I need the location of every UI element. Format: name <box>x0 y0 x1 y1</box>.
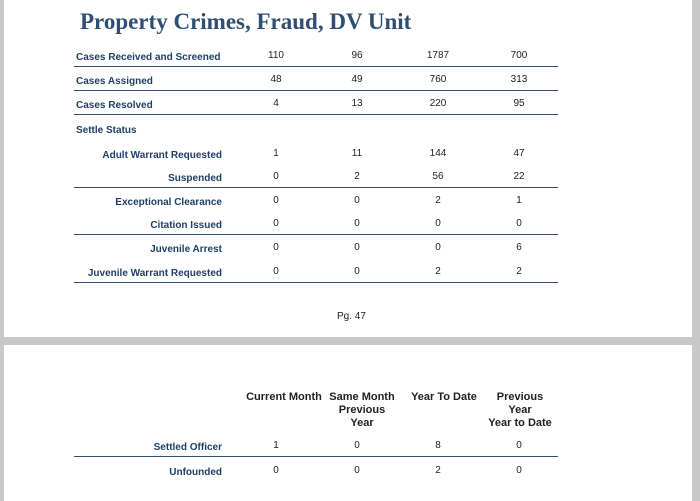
cell-same-month-prev-year: 2 <box>354 171 360 182</box>
column-header-prev-year-to-date <box>482 391 558 430</box>
cell-current-month: 4 <box>273 98 279 109</box>
report-page-47 <box>4 0 692 337</box>
cell-current-month: 1 <box>273 440 279 451</box>
header-line: Year To Date <box>411 391 477 403</box>
cell-prev-year-to-date: 0 <box>516 440 522 451</box>
cell-current-month: 0 <box>273 218 279 229</box>
cell-same-month-prev-year: 49 <box>351 74 363 85</box>
cell-year-to-date: 2 <box>435 266 441 277</box>
row-label: Settled Officer <box>153 442 222 453</box>
cell-current-month: 0 <box>273 465 279 476</box>
cell-year-to-date: 0 <box>435 242 441 253</box>
header-line: Year to Date <box>488 417 552 429</box>
cell-same-month-prev-year: 0 <box>354 195 360 206</box>
column-header-same-month-prev-year <box>326 391 398 430</box>
cell-current-month: 1 <box>273 148 279 159</box>
cell-prev-year-to-date: 47 <box>513 148 525 159</box>
table-row-adult-warrant <box>74 140 558 164</box>
cell-year-to-date: 144 <box>429 148 447 159</box>
table-row-juvenile-arrest <box>74 234 558 258</box>
cell-current-month: 0 <box>273 195 279 206</box>
cell-year-to-date: 760 <box>429 74 447 85</box>
column-header-year-to-date <box>406 391 482 404</box>
table-row-assigned <box>74 66 558 91</box>
cell-current-month: 0 <box>273 171 279 182</box>
cell-same-month-prev-year: 0 <box>354 465 360 476</box>
cell-same-month-prev-year: 0 <box>354 266 360 277</box>
header-line: Previous <box>496 391 544 403</box>
row-label: Unfounded <box>169 467 222 478</box>
report-page-48 <box>4 345 692 501</box>
cell-current-month: 0 <box>273 242 279 253</box>
cell-year-to-date: 2 <box>435 195 441 206</box>
cell-prev-year-to-date: 700 <box>510 50 528 61</box>
row-label: Suspended <box>168 173 222 184</box>
header-line: Previous <box>338 404 386 416</box>
cell-year-to-date: 0 <box>435 218 441 229</box>
cell-prev-year-to-date: 0 <box>516 218 522 229</box>
row-label: Cases Received and Screened <box>76 52 221 63</box>
cell-prev-year-to-date: 22 <box>513 171 525 182</box>
row-label: Cases Resolved <box>76 100 153 111</box>
cell-current-month: 48 <box>270 74 282 85</box>
column-header-current-month <box>242 391 326 404</box>
cell-prev-year-to-date: 1 <box>516 195 522 206</box>
row-label: Cases Assigned <box>76 76 153 87</box>
cell-year-to-date: 1787 <box>426 50 450 61</box>
cell-same-month-prev-year: 0 <box>354 242 360 253</box>
cell-year-to-date: 8 <box>435 440 441 451</box>
cell-prev-year-to-date: 0 <box>516 465 522 476</box>
cell-same-month-prev-year: 96 <box>351 50 363 61</box>
cell-prev-year-to-date: 6 <box>516 242 522 253</box>
cell-current-month: 0 <box>273 266 279 277</box>
cell-prev-year-to-date: 313 <box>510 74 528 85</box>
table-row-unfounded <box>74 457 558 481</box>
row-label: Juvenile Arrest <box>150 244 222 255</box>
cell-same-month-prev-year: 0 <box>354 440 360 451</box>
table-row-suspended <box>74 163 558 188</box>
table-row-settled-officer <box>74 432 558 457</box>
row-label: Adult Warrant Requested <box>102 150 222 161</box>
cell-prev-year-to-date: 95 <box>513 98 525 109</box>
header-line: Year <box>508 404 532 416</box>
cell-current-month: 110 <box>268 50 284 61</box>
row-label: Exceptional Clearance <box>115 197 222 208</box>
section-heading-row <box>74 115 558 139</box>
table-row-exceptional-clearance <box>74 187 558 211</box>
table-row-juvenile-warrant <box>74 258 558 283</box>
cell-year-to-date: 2 <box>435 465 441 476</box>
cell-same-month-prev-year: 11 <box>351 148 363 159</box>
page-number: Pg. 47 <box>337 311 366 322</box>
settle-status-heading: Settle Status <box>76 125 137 136</box>
row-label: Juvenile Warrant Requested <box>87 268 222 279</box>
cell-same-month-prev-year: 0 <box>354 218 360 229</box>
table-row-resolved <box>74 90 558 115</box>
row-label: Citation Issued <box>150 220 222 231</box>
cell-prev-year-to-date: 2 <box>516 266 522 277</box>
cell-year-to-date: 220 <box>429 98 447 109</box>
cell-year-to-date: 56 <box>432 171 444 182</box>
cell-same-month-prev-year: 13 <box>351 98 363 109</box>
table-row-received-screened <box>74 42 558 67</box>
header-line: Same Month <box>329 391 395 403</box>
header-line: Current Month <box>246 391 322 403</box>
header-line: Year <box>350 417 374 429</box>
page-title: Property Crimes, Fraud, DV Unit <box>80 9 412 34</box>
table-row-citation-issued <box>74 210 558 235</box>
